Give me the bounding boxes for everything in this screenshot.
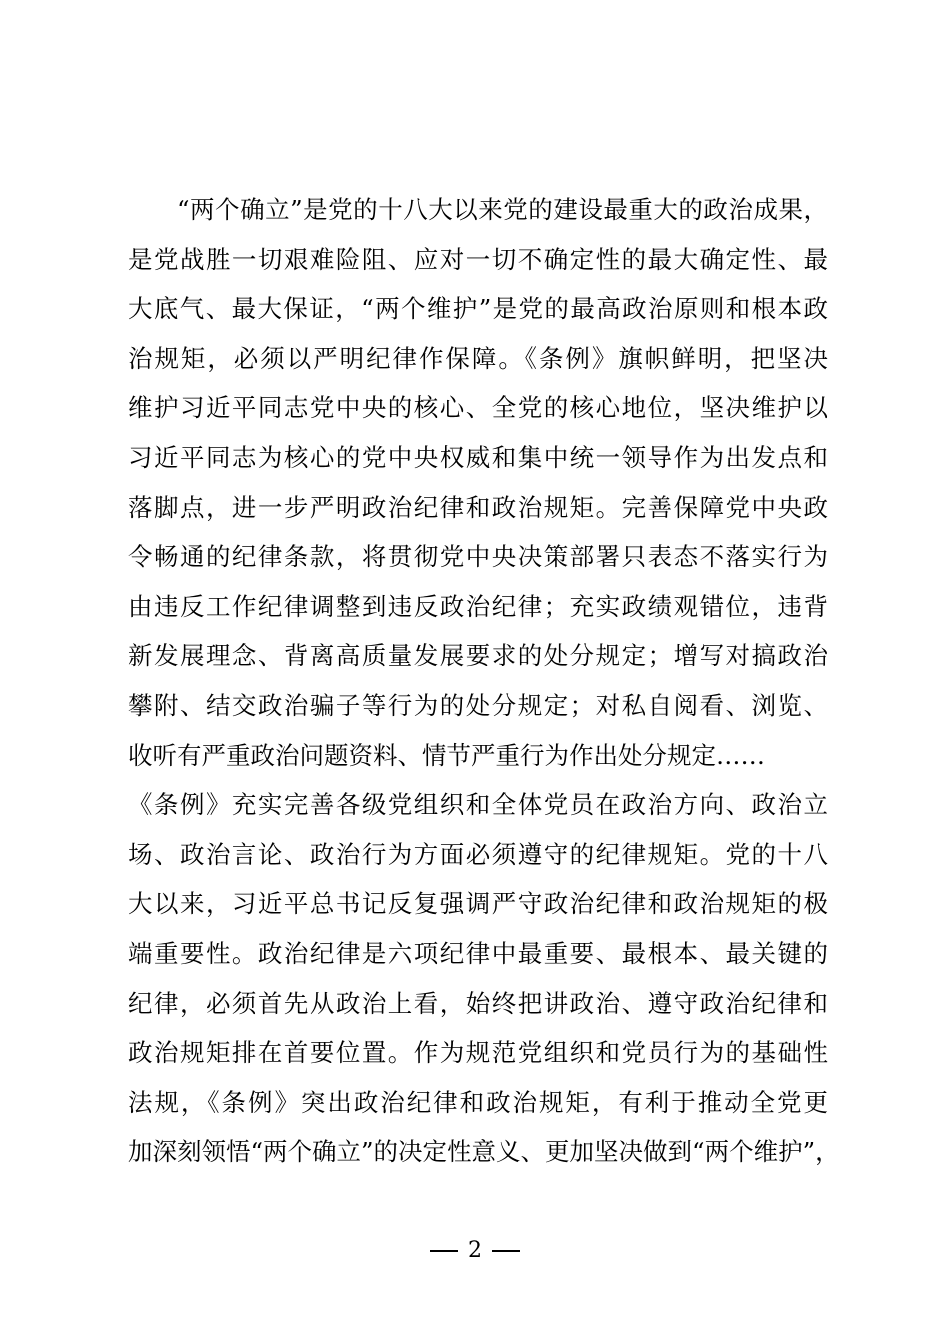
text-line: 大以来，习近平总书记反复强调严守政治纪律和政治规矩的极 <box>128 889 828 919</box>
text-line: 端重要性。政治纪律是六项纪律中最重要、最根本、最关键的 <box>128 938 828 968</box>
footer-dash-right <box>492 1250 520 1251</box>
page-number: 2 <box>468 1238 482 1263</box>
text-line: 纪律，必须首先从政治上看，始终把讲政治、遵守政治纪律和 <box>128 988 828 1018</box>
body-text <box>128 185 840 1177</box>
text-line: 习近平同志为核心的党中央权威和集中统一领导作为出发点和 <box>128 442 828 472</box>
text-line: 收听有严重政治问题资料、情节严重行为作出处分规定…… <box>128 740 765 770</box>
text-line: 《条例》充实完善各级党组织和全体党员在政治方向、政治立 <box>128 790 828 820</box>
text-line: 场、政治言论、政治行为方面必须遵守的纪律规矩。党的十八 <box>128 839 828 869</box>
text-line: 治规矩，必须以严明纪律作保障。《条例》旗帜鲜明，把坚决 <box>128 343 828 373</box>
text-line: 攀附、结交政治骗子等行为的处分规定；对私自阅看、浏览、 <box>128 690 828 720</box>
text-line: 法规，《条例》突出政治纪律和政治规矩，有利于推动全党更 <box>128 1087 828 1117</box>
text-line: 政治规矩排在首要位置。作为规范党组织和党员行为的基础性 <box>128 1038 828 1068</box>
text-line: 新发展理念、背离高质量发展要求的处分规定；增写对搞政治 <box>128 641 828 671</box>
text-line: 大底气、最大保证，“两个维护”是党的最高政治原则和根本政 <box>128 294 828 324</box>
text-line: “两个确立”是党的十八大以来党的建设最重大的政治成果， <box>177 195 828 224</box>
text-line: 加深刻领悟“两个确立”的决定性意义、更加坚决做到“两个维护”， <box>128 1137 840 1167</box>
text-line: 令畅通的纪律条款，将贯彻党中央决策部署只表态不落实行为 <box>128 542 828 572</box>
text-line: 由违反工作纪律调整到违反政治纪律；充实政绩观错位，违背 <box>128 591 828 621</box>
text-line: 维护习近平同志党中央的核心、全党的核心地位，坚决维护以 <box>128 393 828 423</box>
page-footer <box>0 1236 950 1266</box>
text-line: 落脚点，进一步严明政治纪律和政治规矩。完善保障党中央政 <box>128 492 828 522</box>
text-line: 是党战胜一切艰难险阻、应对一切不确定性的最大确定性、最 <box>128 244 828 274</box>
footer-dash-left <box>430 1250 458 1251</box>
